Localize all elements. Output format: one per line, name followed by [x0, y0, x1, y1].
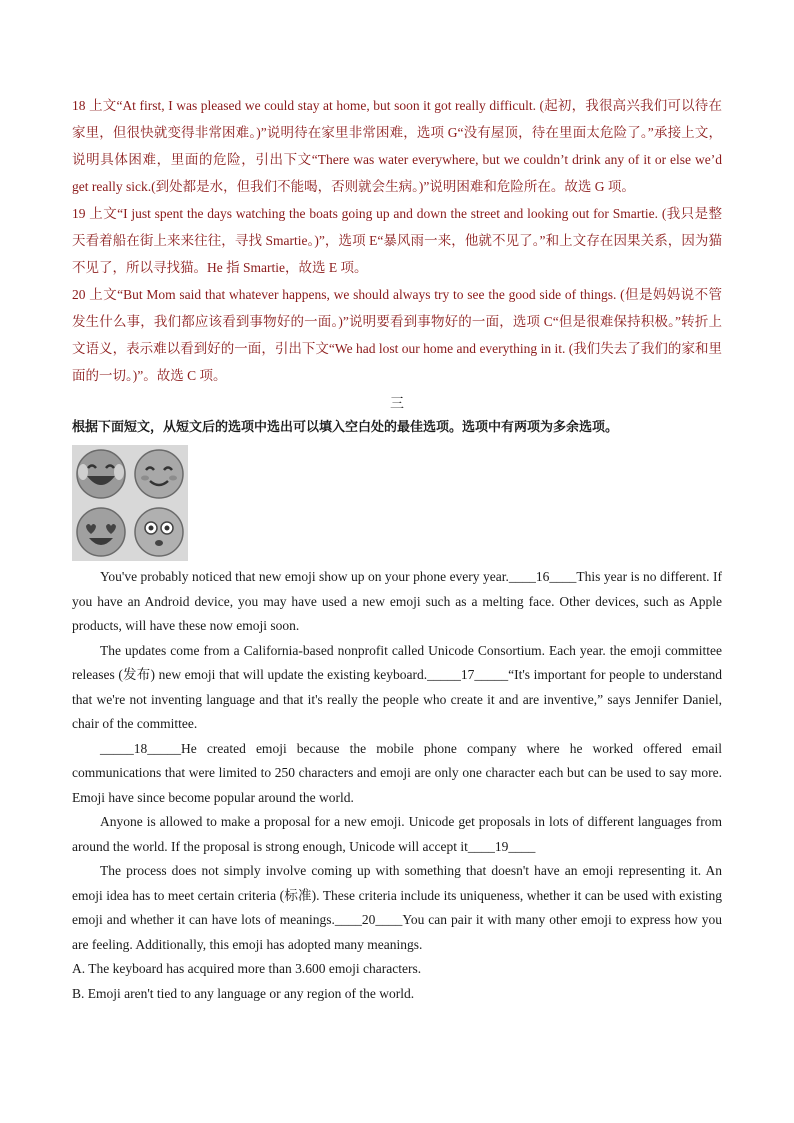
heart-eyes-emoji-icon — [73, 504, 129, 560]
option-a: A. The keyboard has acquired more than 3.600 emoji characters. — [72, 961, 422, 976]
passage-paragraph: You've probably noticed that new emoji show up on your phone every year.____16____This year is no different. If you have an Android device, you may have used a new emoji such as a melting face. Other devices, such as Apple products, will have these now emoji soon. — [72, 569, 722, 633]
document-page — [72, 92, 722, 1006]
shocked-emoji-icon — [131, 504, 187, 560]
section-instruction: 根据下面短文，从短文后的选项中选出可以填入空白处的最佳选项。选项中有两项为多余选项。 — [72, 420, 619, 435]
explanation-20: 20 上文“But Mom said that whatever happens, we should always try to see the good side of things. (但是妈妈说不管发生什么事，我们都应该看到事物好的一面。)”说明要看到事物好的一面，选项 C“但是很难保持积极。”转折上文语义，表示难以看到好的一面，引出下文“We had lost our home and everything in it. (我们失去了我们的家和里面的一切。)”。故选 C 项。 — [72, 287, 722, 383]
emoji-image — [72, 445, 188, 561]
section-number: 三 — [390, 397, 404, 412]
smiling-emoji-icon — [131, 446, 187, 502]
explanation-19: 19 上文“I just spent the days watching the boats going up and down the street and looking out for Smartie. (我只是整天看着船在街上来来往往，寻找 Smartie。)”，选项 E“暴风雨一来，他就不见了。”和上文存在因果关系，因为猫不见了，所以寻找猫。He 指 Smartie，故选 E 项。 — [72, 206, 722, 275]
passage-paragraph: _____18_____He created emoji because the mobile phone company where he worked offered email communications that were limited to 250 characters and emoji are only one character each but can be used to say more. Emoji have since become popular around the world. — [72, 740, 722, 805]
passage-paragraph: Anyone is allowed to make a proposal for a new emoji. Unicode get proposals in lots of different languages from around the world. If the proposal is strong enough, Unicode will accept it____19____ — [72, 814, 722, 854]
explanation-18: 18 上文“At first, I was pleased we could stay at home, but soon it got really difficult. (起初，我很高兴我们可以待在家里，但很快就变得非常困难。)”说明待在家里非常困难，选项 G“没有屋顶，待在里面太危险了。”承接上文，说明具体困难，里面的危险，引出下文“There was water everywhere, but we couldn’t drink any of it or else we’d get really sick.(到处都是水，但我们不能喝，否则就会生病。)”说明困难和危险所在。故选 G 项。 — [72, 98, 722, 194]
passage-paragraph: The updates come from a California-based nonprofit called Unicode Consortium. Each year. the emoji committee releases (发布) new emoji that will update the existing keyboard._____17_____“It's important for people to understand that we're not inventing language and that it's really the people who create it and are inventive,” says Jennifer Daniel, chair of the committee. — [72, 642, 722, 731]
laughing-tears-emoji-icon — [73, 446, 129, 502]
passage-paragraph: The process does not simply involve coming up with something that doesn't have an emoji representing it. An emoji idea has to meet certain criteria (标准). These criteria include its uniqueness, whether it can be used with existing emoji and whether it can have lots of meanings.____20____You can pair it with many other emoji to express how you are feeling. Additionally, this emoji has adopted many meanings. — [72, 863, 722, 952]
option-b: B. Emoji aren't tied to any language or any region of the world. — [72, 985, 415, 1001]
